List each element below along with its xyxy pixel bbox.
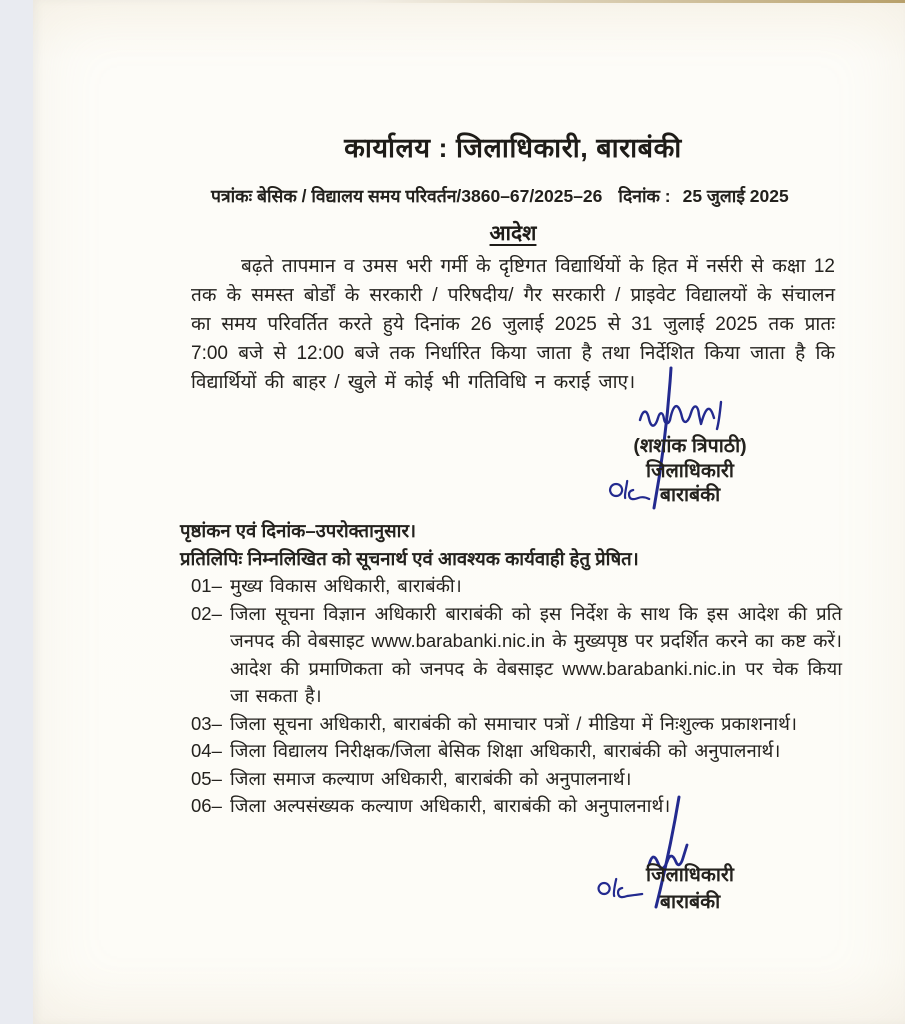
order-heading: आदेश	[489, 222, 537, 245]
office-title: कार्यालय : जिलाधिकारी, बाराबंकी	[344, 133, 682, 163]
signatory-district: बाराबंकी	[659, 891, 721, 913]
item-number: 06–	[191, 795, 222, 816]
item-number: 04–	[191, 740, 222, 761]
signatory-district: बाराबंकी	[659, 484, 721, 506]
item-text: जिला सूचना अधिकारी, बाराबंकी को समाचार पत्रों / मीडिया में निःशुल्क प्रकाशनार्थ।	[230, 712, 797, 734]
paper-sheet	[33, 0, 905, 1024]
signatory-block-bottom	[585, 862, 795, 916]
item-number: 01–	[191, 575, 222, 596]
copy-list-item	[180, 710, 842, 738]
ref-label: पत्रांकः बेसिक / विद्यालय समय परिवर्तन/	[211, 186, 462, 206]
copy-list-item	[180, 765, 842, 793]
item-text: जिला समाज कल्याण अधिकारी, बाराबंकी को अनुपालनार्थ।	[230, 767, 632, 789]
signatory-designation: जिलाधिकारी	[646, 459, 734, 482]
item-text: जिला सूचना विज्ञान अधिकारी बाराबंकी को इस निर्देश के साथ कि इस आदेश की प्रति जनपद की वेबसाइट www.barabanki.nic.in के मुख्यपृष्ठ पर प्रदर्शित करने का कष्ट करें। आदेश की प्रमाणिकता को जनपद के वेबसाइट www.barabanki.nic.in पर चेक किया जा सकता है।	[230, 602, 842, 706]
ref-session: /2025–26	[529, 186, 603, 206]
item-number: 02–	[191, 602, 222, 624]
signatory-block-top	[585, 434, 795, 508]
date-label: दिनांक :	[618, 186, 671, 206]
scan-top-edge-artifact	[363, 0, 905, 3]
copy-list-item	[180, 572, 842, 600]
date-value: 25 जुलाई 2025	[682, 186, 789, 206]
signatory-name: (शशांक त्रिपाठी)	[633, 435, 747, 457]
item-number: 05–	[191, 767, 222, 789]
signature-scribble	[640, 402, 721, 429]
copy-list-item	[180, 737, 842, 765]
signatory-designation: जिलाधिकारी	[646, 864, 734, 886]
endorsement-line-1: पृष्ठांकन एवं दिनांक–उपरोक्तानुसार।	[180, 520, 417, 541]
order-body-paragraph: बढ़ते तापमान व उमस भरी गर्मी के दृष्टिगत विद्यार्थियों के हित में नर्सरी से कक्षा 12 तक के समस्त बोर्डों के सरकारी / परिषदीय/ गैर सरकारी / प्राइवेट विद्यालयों के संचालन का समय परिवर्तित करते हुये दिनांक 26 जुलाई 2025 से 31 जुलाई 2025 तक प्रातः 7:00 बजे से 12:00 बजे तक निर्धारित किया जाता है तथा निर्देशित किया जाता है कि विद्यार्थियों की बाहर / खुले में कोई भी गतिविधि न कराई जाए।	[191, 256, 835, 393]
item-number: 03–	[191, 712, 222, 734]
endorsement-section	[180, 517, 842, 820]
copy-list-item	[180, 792, 842, 820]
copy-list-item	[180, 600, 842, 710]
item-text: जिला विद्यालय निरीक्षक/जिला बेसिक शिक्षा अधिकारी, बाराबंकी को अनुपालनार्थ।	[230, 740, 781, 761]
ref-number: 3860–67	[461, 186, 530, 206]
endorsement-line-2: प्रतिलिपिः निम्नलिखित को सूचनार्थ एवं आवश्यक कार्यवाही हेतु प्रेषित।	[180, 547, 639, 569]
item-text: मुख्य विकास अधिकारी, बाराबंकी।	[230, 575, 462, 596]
reference-line	[211, 184, 871, 208]
item-text: जिला अल्पसंख्यक कल्याण अधिकारी, बाराबंकी को अनुपालनार्थ।	[230, 795, 671, 816]
